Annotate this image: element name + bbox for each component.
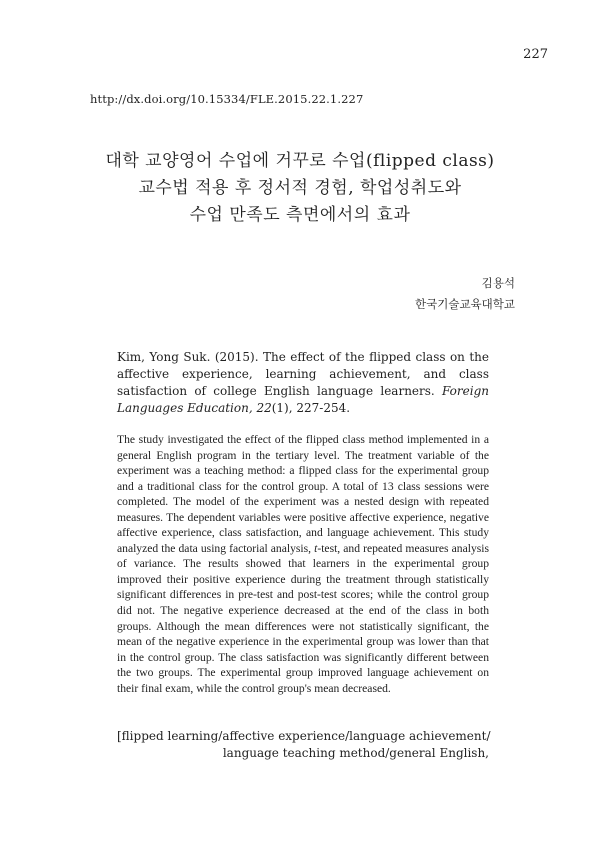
- abstract: [117, 432, 489, 696]
- keywords: [117, 728, 489, 762]
- citation: [117, 349, 489, 417]
- keywords-line-2: language teaching method/general English,: [222, 746, 489, 760]
- title-line-1: 대학 교양영어 수업에 거꾸로 수업(flipped class): [105, 151, 495, 171]
- citation-journal: Foreign Languages Education, 22: [117, 384, 489, 415]
- author-affiliation: 한국기술교육대학교: [415, 297, 515, 311]
- paper-title: [50, 148, 550, 229]
- citation-lead: Kim, Yong Suk. (2015). The effect of the flipped class on the affective experience, learning achievement, and class satisfaction of college English language learners.: [117, 350, 489, 398]
- title-line-3: 수업 만족도 측면에서의 효과: [189, 205, 411, 225]
- title-line-2: 교수법 적용 후 정서적 경험, 학업성취도와: [138, 178, 462, 198]
- abstract-t-symbol: t: [314, 541, 318, 555]
- citation-issue-pages: (1), 227-254.: [271, 401, 351, 415]
- page-number: 227: [523, 47, 548, 62]
- doi-link: http://dx.doi.org/10.15334/FLE.2015.22.1.227: [90, 92, 364, 106]
- abstract-part-2: -test, and repeated measures analysis of variance. The results showed that learners in the experimental group improved their positive experience during the treatment through statistically significant differences in pre-test and post-test scores; while the control group did not. The negative experience decreased at the end of the class in both groups. Although the mean differences were not statistically significant, the mean of the negative experience in the experimental group was lower than that in the control group. The class satisfaction was significantly different between the two groups. The experimental group improved language achievement on their final exam, while the control group's mean decreased.: [117, 541, 489, 695]
- abstract-part-1: The study investigated the effect of the flipped class method implemented in a general English program in the tertiary level. The treatment variable of the experiment was a teaching method: a flipped class for the experimental group and a traditional class for the control group. A total of 13 class sessions were completed. The model of the experiment was a nested design with repeated measures. The dependent variables were positive affective experience, negative affective experience, class satisfaction, and language achievement. This study analyzed the data using factorial analysis,: [117, 433, 489, 555]
- keywords-line-1: [flipped learning/affective experience/language achievement/: [117, 729, 491, 743]
- author-name: 김용석: [481, 276, 515, 290]
